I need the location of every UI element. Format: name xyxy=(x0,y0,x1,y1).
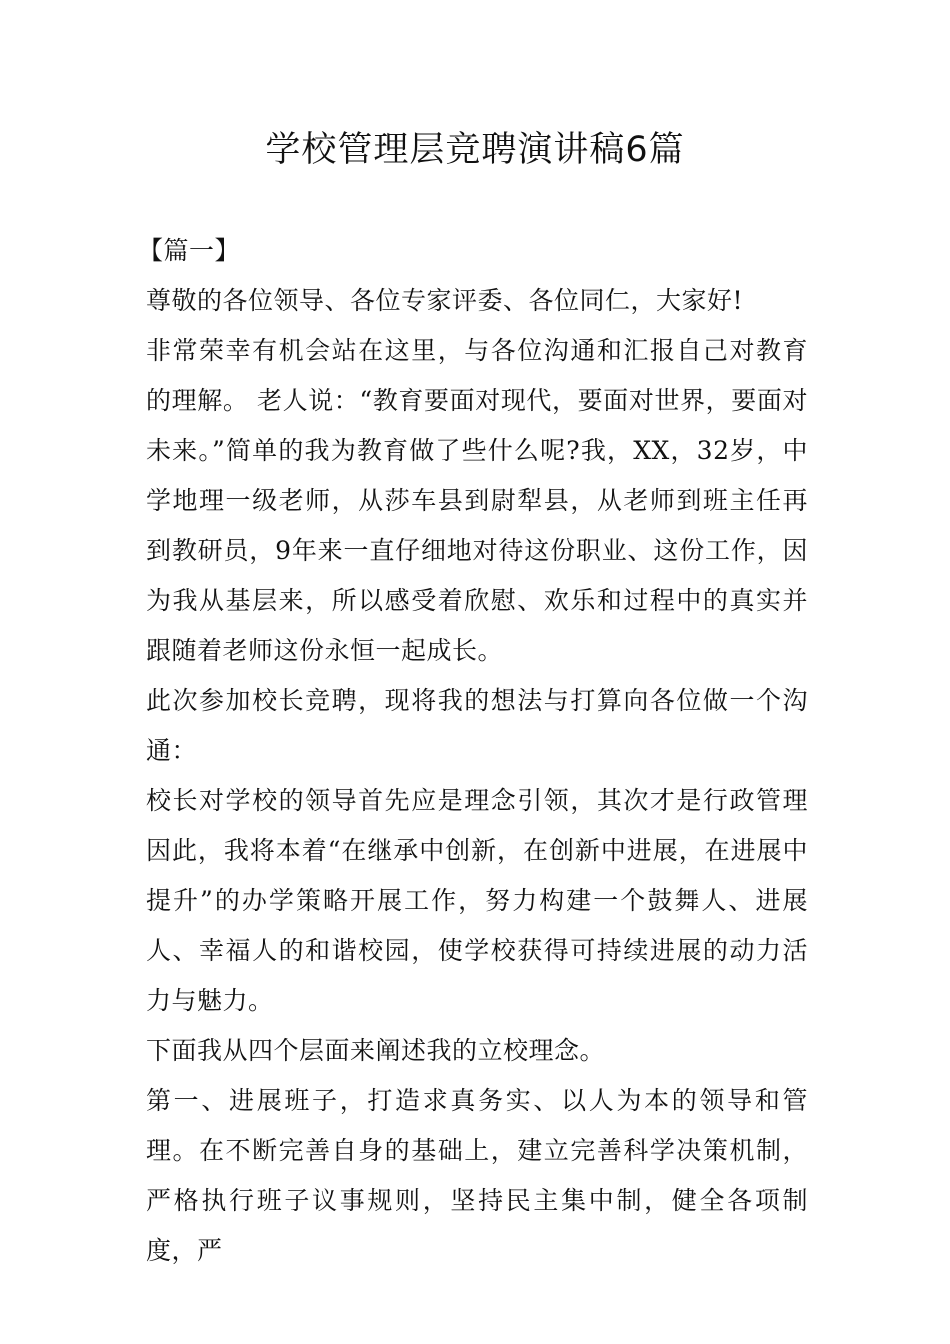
paragraph-principal-role: 校长对学校的领导首先应是理念引领，其次才是行政管理因此，我将本着“在继承中创新，在创新中进展，在进展中提升”的办学策略开展工作，努力构建一个鼓舞人、进展人、幸福人的和谐校园，使学校获得可持续进展的动力活力与魅力。 xyxy=(146,786,808,1015)
document-body xyxy=(138,226,808,1276)
paragraph-greeting: 尊敬的各位领导、各位专家评委、各位同仁，大家好! xyxy=(146,286,744,315)
paragraph-introduction: 非常荣幸有机会站在这里，与各位沟通和汇报自己对教育的理解。 老人说：“教育要面对现代，要面对世界，要面对未来。”简单的我为教育做了些什么呢?我，XX，32岁，中学地理一级老师，从莎车县到尉犁县，从老师到班主任再到教研员，9年来一直仔细地对待这份职业、这份工作，因为我从基层来，所以感受着欣慰、欢乐和过程中的真实并跟随着老师这份永恒一起成长。 xyxy=(146,336,808,665)
document-title: 学校管理层竞聘演讲稿6篇 xyxy=(265,130,685,170)
paragraph-first-point: 第一、进展班子，打造求真务实、以人为本的领导和管理。在不断完善自身的基础上，建立完善科学决策机制，严格执行班子议事规则，坚持民主集中制，健全各项制度，严 xyxy=(146,1086,808,1265)
paragraph-four-levels: 下面我从四个层面来阐述我的立校理念。 xyxy=(146,1036,606,1065)
section-label: 【篇一】 xyxy=(138,236,241,265)
paragraph-communication: 此次参加校长竞聘，现将我的想法与打算向各位做一个沟通： xyxy=(146,686,808,765)
